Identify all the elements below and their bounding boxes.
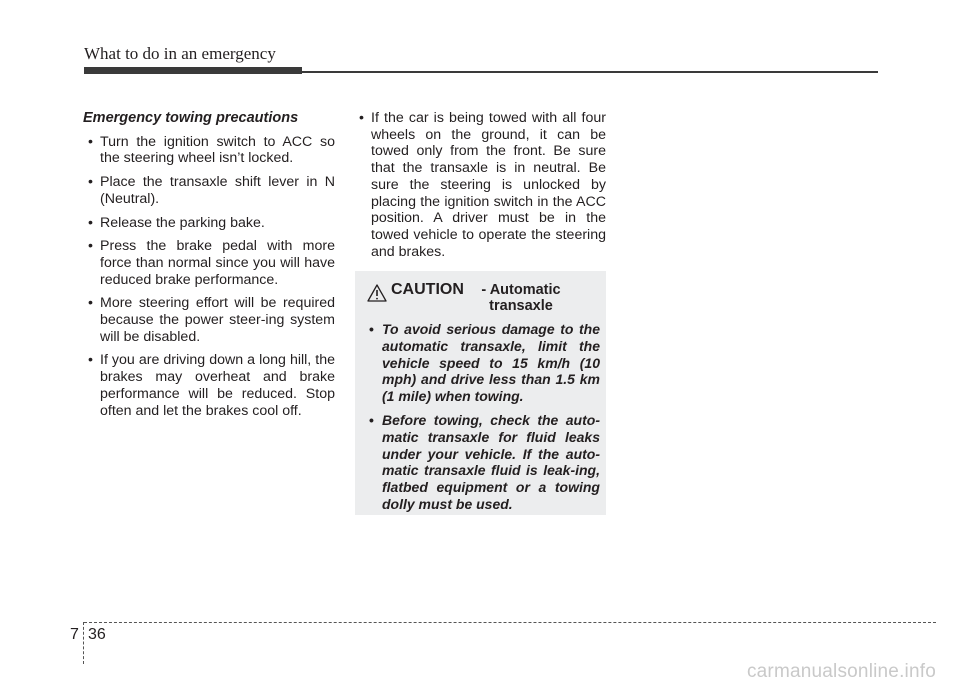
page-number: 36 (88, 626, 106, 643)
towing-list (354, 110, 606, 260)
list-item: • If the car is being towed with all four wheels on the ground, it can be towed only from the front. Be sure that the transaxle is in neutral. Be sure the steering is unlocked by placing the ignition switch in the ACC position. A driver must be in the towed vehicle to operate the steering and brakes. (354, 110, 606, 260)
caution-header (366, 281, 601, 321)
caution-list (366, 321, 600, 520)
watermark: carmanualsonline.info (746, 661, 936, 682)
warning-triangle-icon (367, 284, 387, 302)
list-item: • Turn the ignition switch to ACC so the steering wheel isn’t locked. (83, 134, 335, 167)
header-rule (84, 71, 878, 73)
header-title: What to do in an emergency (84, 44, 276, 63)
list-item: • Press the brake pedal with more force than normal since you will have reduced brake performance. (83, 238, 335, 288)
caution-box (355, 271, 606, 515)
footer-rule (84, 622, 936, 623)
list-item: • More steering effort will be required because the power steer-ing system will be disabled. (83, 295, 335, 345)
list-item: • Place the transaxle shift lever in N (Neutral). (83, 174, 335, 207)
list-item: • Release the parking bake. (83, 215, 335, 232)
precautions-list (83, 134, 335, 420)
chapter-number: 7 (70, 626, 79, 643)
list-item: • To avoid serious damage to the automatic transaxle, limit the vehicle speed to 15 km/h (10 mph) and drive less than 1.5 km (1 mile) when towing. (366, 321, 600, 405)
list-item: • Before towing, check the auto-matic transaxle for fluid leaks under your vehicle. If the auto-matic transaxle fluid is leak-ing, flatbed equipment or a towing dolly must be used. (366, 412, 600, 513)
section-heading: Emergency towing precautions (83, 110, 299, 126)
caution-topic: - Automatic transaxle (481, 282, 561, 314)
right-column (354, 110, 606, 267)
left-column (83, 110, 335, 426)
caution-label: CAUTION (391, 281, 464, 298)
list-item: • If you are driving down a long hill, the brakes may overheat and brake performance will be reduced. Stop often and let the brakes cool off. (83, 352, 335, 419)
footer-divider (83, 622, 84, 664)
